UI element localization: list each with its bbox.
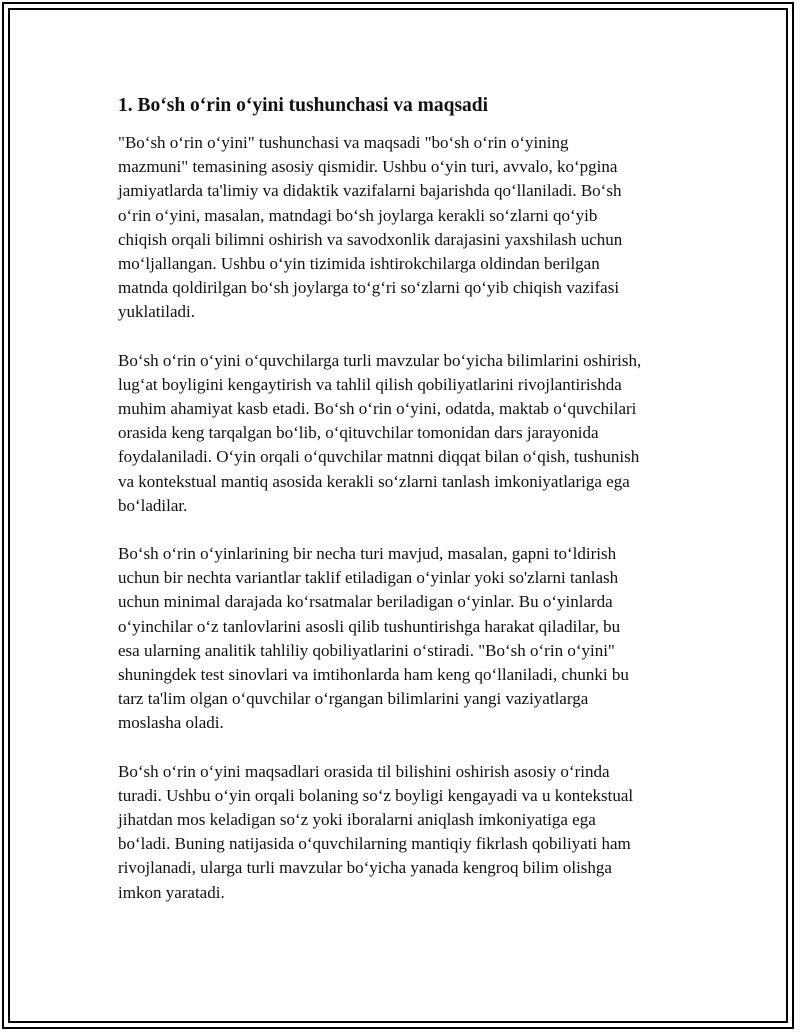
paragraph-3: Bo‘sh o‘rin o‘yinlarining bir necha turi mavjud, masalan, gapni to‘ldirish uchun bir nechta variantlar taklif etiladigan o‘yinlar yoki so'zlarni tanlash uchun minimal darajada ko‘rsatmalar beriladigan o‘yinlar. Bu o‘yinlarda o‘yinchilar o‘z tanlovlarini asosli qilib tushuntirishga harakat qiladilar, bu esa ularning analitik tahliliy qobiliyatlarini o‘stiradi. "Bo‘sh o‘rin o‘yini" shuningdek test sinovlari va imtihonlarda ham keng qo‘llaniladi, chunki bu tarz ta'lim olgan o‘quvchilar o‘rgangan bilimlarini yangi vaziyatlarga moslasha oladi. [118, 544, 629, 733]
paragraph-1: "Bo‘sh o‘rin o‘yini" tushunchasi va maqsadi "bo‘sh o‘rin o‘yining mazmuni" temasining asosiy qismidir. Ushbu o‘yin turi, avvalo, ko‘pgina jamiyatlarda ta'limiy va didaktik vazifalarni bajarishda qo‘llaniladi. Bo‘sh o‘rin o‘yini, masalan, matndagi bo‘sh joylarga kerakli so‘zlarni qo‘yib chiqish orqali bilimni oshirish va savodxonlik darajasini yaxshilash uchun mo‘ljallangan. Ushbu o‘yin tizimida ishtirokchilarga oldindan berilgan matnda qoldirilgan bo‘sh joylarga to‘g‘ri so‘zlarni qo‘yib chiqish vazifasi yuklatiladi. [118, 133, 623, 322]
section-heading: 1. Bo‘sh o‘rin o‘yini tushunchasi va maqsadi [118, 95, 489, 116]
paragraph-2: Bo‘sh o‘rin o‘yini o‘quvchilarga turli mavzular bo‘yicha bilimlarini oshirish, lug‘at boyligini kengaytirish va tahlil qilish qobiliyatlarini rivojlantirishda muhim ahamiyat kasb etadi. Bo‘sh o‘rin o‘yini, odatda, maktab o‘quvchilari orasida keng tarqalgan bo‘lib, o‘qituvchilar tomonidan dars jarayonida foydalaniladi. O‘yin orqali o‘quvchilar matnni diqqat bilan o‘qish, tushunish va kontekstual mantiq asosida kerakli so‘zlarni tanlash imkoniyatlariga ega bo‘ladilar. [118, 350, 642, 515]
document-body [118, 93, 698, 929]
paragraph-4: Bo‘sh o‘rin o‘yini maqsadlari orasida til bilishini oshirish asosiy o‘rinda turadi. Ushbu o‘yin orqali bolaning so‘z boyligi kengayadi va u kontekstual jihatdan mos keladigan so‘z yoki iboralarni aniqlash imkoniyatiga ega bo‘ladi. Buning natijasida o‘quvchilarning mantiqiy fikrlash qobiliyati ham rivojlanadi, ularga turli mavzular bo‘yicha yanada kengroq bilim olishga imkon yaratadi. [118, 761, 634, 902]
